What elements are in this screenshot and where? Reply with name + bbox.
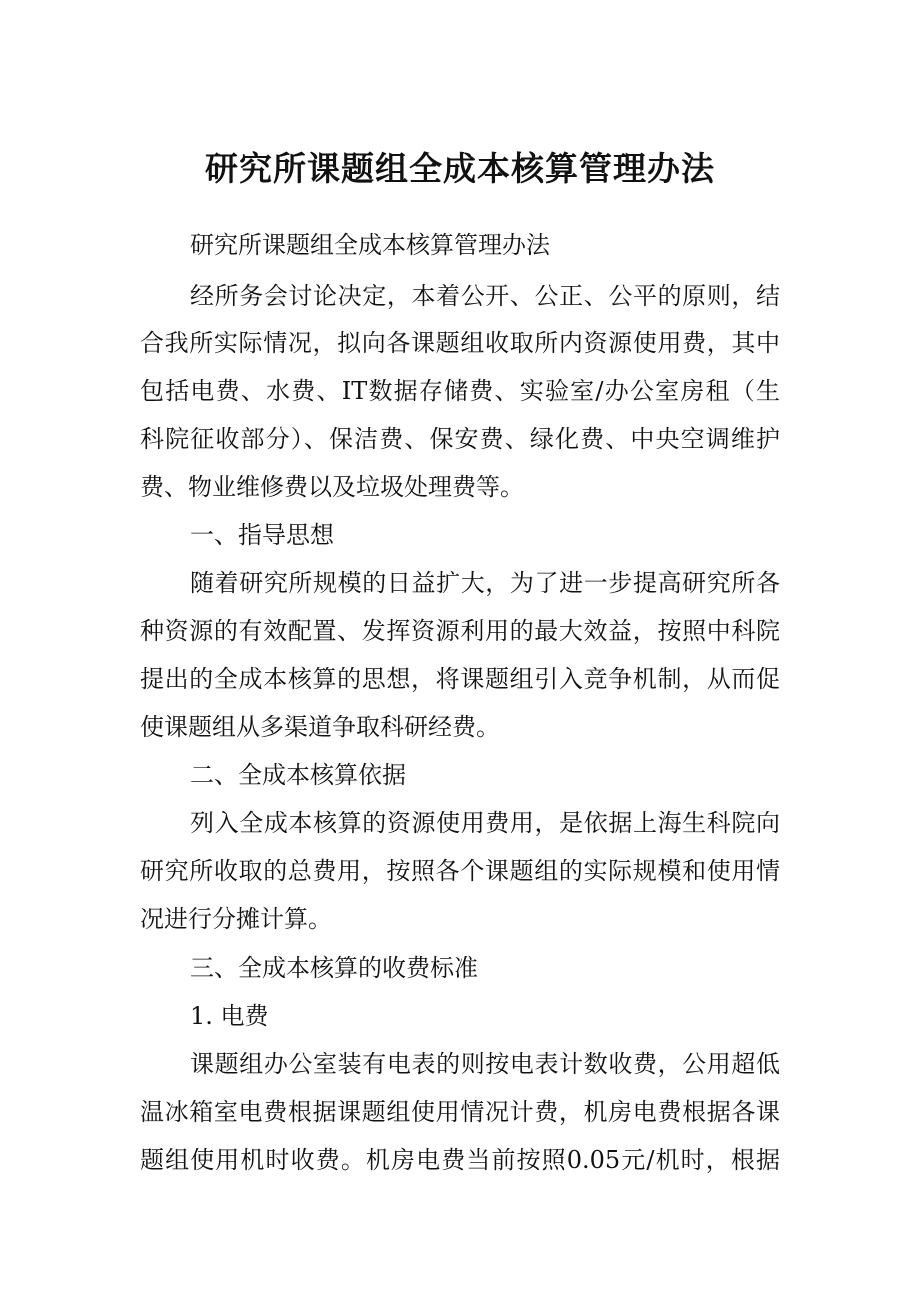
paragraph-line: 一、指导思想 bbox=[190, 521, 334, 549]
paragraph-line: 种资源的有效配置、发挥资源利用的最大效益，按照中科院 bbox=[140, 617, 780, 645]
paragraph-line: 科院征收部分）、保洁费、保安费、绿化费、中央空调维护 bbox=[140, 425, 780, 453]
paragraph-line: 随着研究所规模的日益扩大，为了进一步提高研究所各 bbox=[190, 569, 780, 597]
paragraph-line: 题组使用机时收费。机房电费当前按照0.05元/机时，根据 bbox=[140, 1146, 780, 1174]
paragraph-line: 费、物业维修费以及垃圾处理费等。 bbox=[140, 473, 524, 501]
paragraph-line: 研究所收取的总费用，按照各个课题组的实际规模和使用情 bbox=[140, 857, 780, 885]
paragraph-line: 经所务会讨论决定，本着公开、公正、公平的原则，结 bbox=[190, 282, 780, 310]
paragraph-line: 使课题组从多渠道争取科研经费。 bbox=[140, 713, 500, 741]
document-title: 研究所课题组全成本核算管理办法 bbox=[205, 149, 715, 188]
paragraph-line: 提出的全成本核算的思想，将课题组引入竞争机制，从而促 bbox=[140, 665, 780, 693]
paragraph-line: 况进行分摊计算。 bbox=[140, 905, 332, 933]
paragraph-line: 包括电费、水费、IT数据存储费、实验室/办公室房租（生 bbox=[140, 377, 780, 405]
paragraph-line: 温冰箱室电费根据课题组使用情况计费，机房电费根据各课 bbox=[140, 1098, 780, 1126]
paragraph-line: 课题组办公室装有电表的则按电表计数收费，公用超低 bbox=[190, 1050, 780, 1078]
paragraph-line: 1. 电费 bbox=[190, 1002, 269, 1030]
paragraph-line: 研究所课题组全成本核算管理办法 bbox=[190, 231, 550, 259]
paragraph-line: 三、全成本核算的收费标准 bbox=[190, 954, 478, 982]
paragraph-line: 合我所实际情况，拟向各课题组收取所内资源使用费，其中 bbox=[140, 329, 780, 357]
paragraph-line: 列入全成本核算的资源使用费用，是依据上海生科院向 bbox=[190, 809, 780, 837]
paragraph-line: 二、全成本核算依据 bbox=[190, 761, 406, 789]
